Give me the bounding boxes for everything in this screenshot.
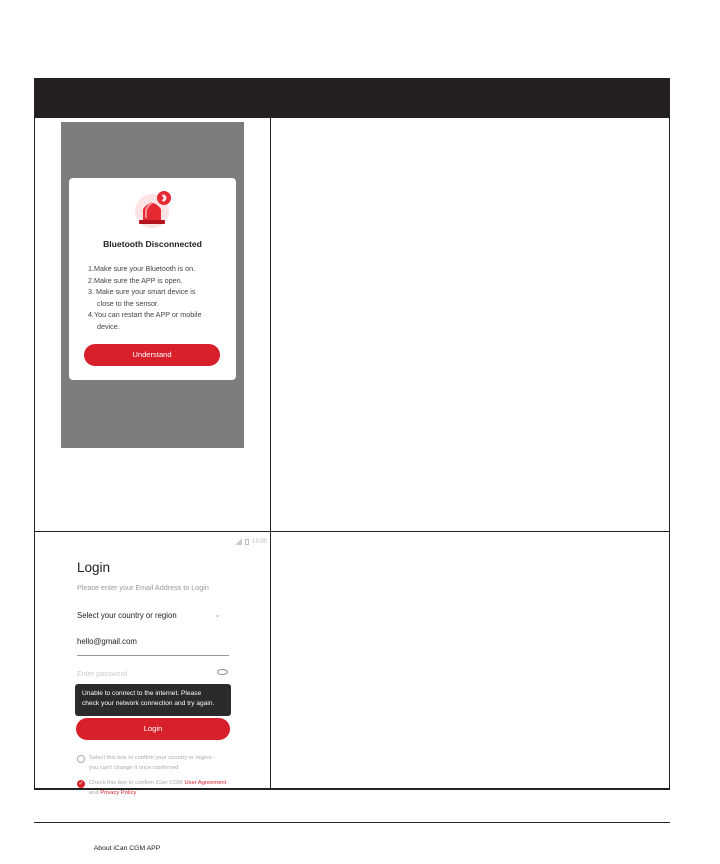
dialog-steps bbox=[88, 263, 223, 333]
confirm-region-checkbox[interactable] bbox=[77, 755, 85, 763]
country-select[interactable] bbox=[77, 611, 229, 620]
bluetooth-dialog bbox=[69, 178, 236, 380]
agreement-checkbox[interactable]: ✓ bbox=[78, 781, 84, 787]
list-item: 2.Make sure the APP is open. bbox=[88, 275, 183, 285]
footer-rule bbox=[34, 822, 670, 823]
about-link[interactable]: About iCan CGM APP bbox=[93, 845, 161, 852]
list-item: 4.You can restart the APP or mobile bbox=[88, 310, 202, 320]
battery-icon bbox=[245, 539, 249, 545]
list-item: close to the sensor. bbox=[97, 298, 159, 308]
agreement-text bbox=[89, 778, 249, 798]
list-item: 3. Make sure your smart device is bbox=[88, 287, 196, 297]
email-underline bbox=[77, 655, 229, 656]
toast-line: Unable to connect to the internet. Please bbox=[82, 690, 202, 697]
bluetooth-disconnected-screenshot bbox=[61, 122, 244, 448]
confirm-region-line: Select this box to confirm your country or region - bbox=[89, 755, 216, 761]
understand-button[interactable]: Understand bbox=[84, 344, 220, 366]
error-toast bbox=[75, 684, 231, 716]
eye-icon[interactable] bbox=[217, 669, 228, 675]
description-cell bbox=[271, 118, 669, 531]
description-cell bbox=[271, 532, 669, 788]
agreement-and: and bbox=[89, 790, 99, 796]
agreement-prefix: Check this box to confirm iCan CGM bbox=[89, 780, 183, 786]
page-title: Login bbox=[77, 560, 111, 575]
password-field[interactable]: Enter password bbox=[77, 669, 127, 678]
status-bar bbox=[234, 539, 267, 545]
toast-line: check your network connection and try again. bbox=[82, 700, 215, 707]
list-item: device. bbox=[97, 321, 120, 331]
country-select-label: Select your country or region bbox=[77, 611, 177, 620]
dialog-title: Bluetooth Disconnected bbox=[103, 239, 202, 249]
alarm-siren-bluetooth-icon bbox=[133, 187, 175, 229]
signal-icon bbox=[234, 539, 242, 545]
list-item: 1.Make sure your Bluetooth is on. bbox=[88, 264, 196, 273]
email-field[interactable]: hello@gmail.com bbox=[77, 637, 137, 646]
table-row bbox=[35, 118, 669, 532]
login-button[interactable]: Login bbox=[76, 718, 230, 740]
confirm-region-text bbox=[89, 753, 239, 773]
privacy-policy-link[interactable]: Privacy Policy bbox=[100, 790, 137, 796]
user-agreement-link[interactable]: User Agreement bbox=[184, 780, 227, 786]
confirm-region-line: you can't change it once confirmed bbox=[89, 765, 179, 771]
status-time: 13:00 bbox=[251, 539, 267, 545]
table-row bbox=[35, 532, 669, 852]
document-table bbox=[34, 78, 670, 852]
page-subtitle: Please enter your Email Address to Login bbox=[77, 583, 209, 592]
login-screenshot bbox=[61, 532, 271, 796]
table-header bbox=[35, 78, 669, 118]
chevron-down-icon: ⌄ bbox=[214, 610, 221, 619]
